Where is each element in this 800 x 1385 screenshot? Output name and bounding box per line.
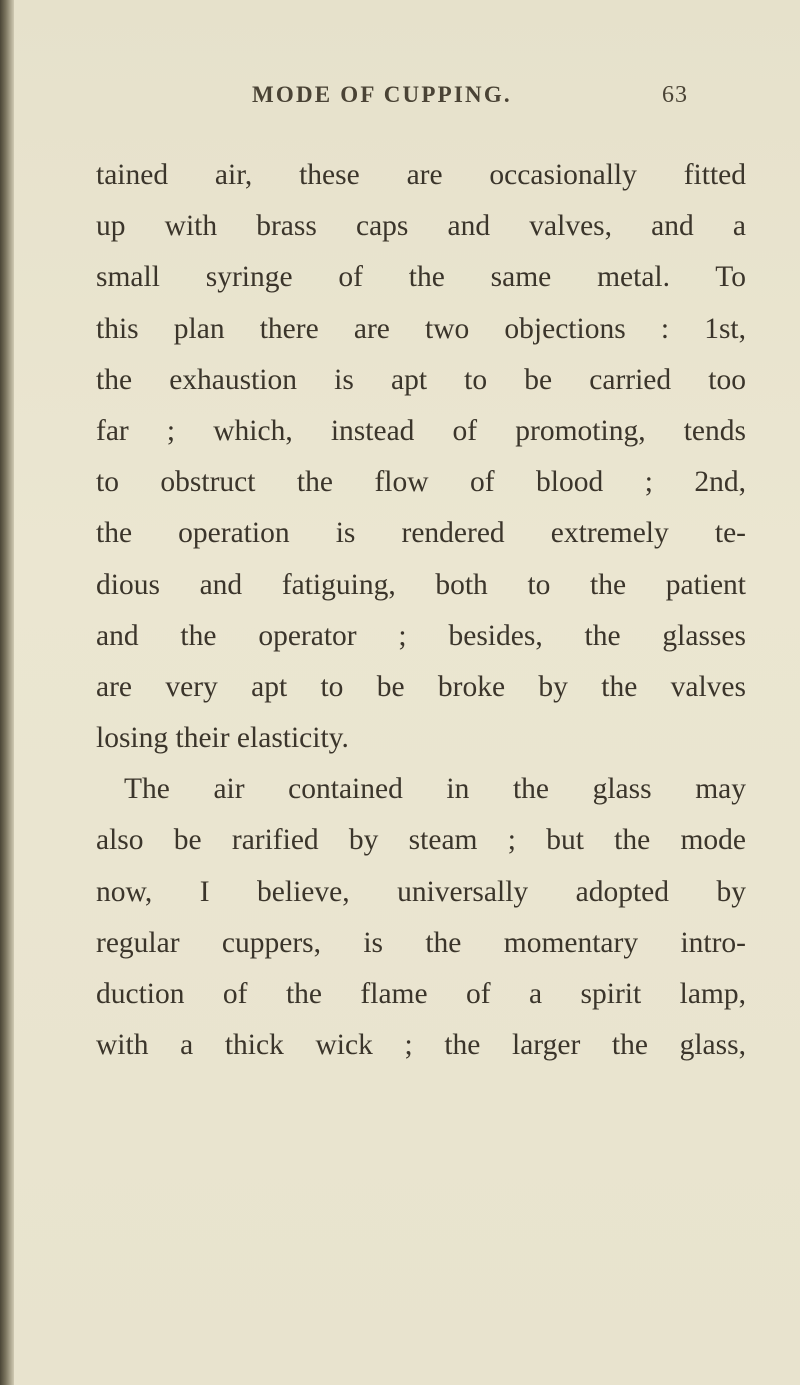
body-text — [96, 150, 746, 1071]
text-line: are very apt to be broke by the valves — [96, 670, 746, 703]
page-number: 63 — [662, 82, 688, 108]
text-line: small syringe of the same metal. To — [96, 261, 746, 294]
text-line: with a thick wick ; the larger the glass, — [96, 1029, 746, 1062]
text-line: up with brass caps and valves, and a — [96, 210, 746, 243]
text-line: also be rarified by steam ; but the mode — [96, 824, 746, 857]
text-line: tained air, these are occasionally fitted — [96, 159, 746, 191]
text-line: the operation is rendered extremely te- — [96, 517, 746, 550]
running-title: MODE OF CUPPING. — [252, 82, 512, 107]
text-line: to obstruct the flow of blood ; 2nd, — [96, 466, 746, 499]
running-head — [0, 82, 800, 122]
text-line: duction of the flame of a spirit lamp, — [96, 978, 746, 1010]
text-line: the exhaustion is apt to be carried too — [96, 363, 746, 396]
text-line: now, I believe, universally adopted by — [96, 875, 746, 908]
page-gutter-edge — [0, 0, 14, 1385]
text-line: far ; which, instead of promoting, tends — [96, 414, 746, 447]
text-line: and the operator ; besides, the glasses — [96, 619, 746, 652]
paragraph-end-line: losing their elasticity. — [96, 722, 349, 755]
text-line: this plan there are two objections : 1st, — [96, 312, 746, 345]
paragraph-start-line: The air contained in the glass may — [124, 773, 746, 806]
text-line: regular cuppers, is the momentary intro- — [96, 926, 746, 959]
text-line: dious and fatiguing, both to the patient — [96, 568, 746, 601]
